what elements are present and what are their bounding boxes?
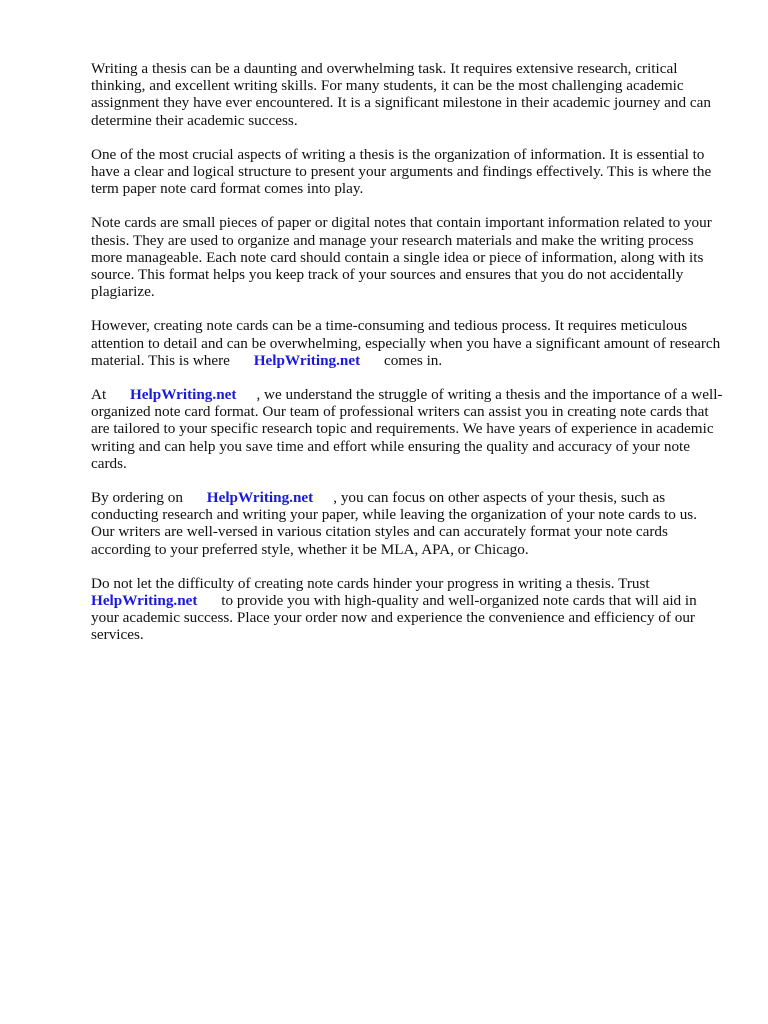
paragraph-organization [91, 146, 723, 198]
paragraph-intro-text: Writing a thesis can be a daunting and overwhelming task. It requires extensive research, critical thinking, and excellent writing skills. For many students, it can be the most challenging academic assignment they have ever encountered. It is a significant milestone in their academic journey and can determine their academic success. [91, 60, 711, 129]
paragraph-note-cards [91, 214, 723, 300]
paragraph-time-consuming-text-after: comes in. [383, 351, 443, 369]
helpwriting-link-1[interactable]: HelpWriting.net [253, 351, 361, 369]
paragraph-time-consuming [91, 317, 723, 369]
paragraph-trust-text-before: Do not let the difficulty of creating note cards hinder your progress in writing a thesis. Trust [91, 574, 650, 592]
paragraph-ordering [91, 489, 723, 558]
paragraph-time-consuming-text-before: However, creating note cards can be a time-consuming and tedious process. It requires meticulous attention to detail and can be overwhelming, especially when you have a significant amount of research material. This is where [91, 317, 721, 369]
helpwriting-link-3[interactable]: HelpWriting.net [206, 489, 314, 507]
paragraph-organization-text: One of the most crucial aspects of writing a thesis is the organization of information. It is essential to have a clear and logical structure to present your arguments and findings effectively. This is where the term paper note card format comes into play. [91, 145, 712, 198]
paragraph-ordering-text-after: , you can focus on other aspects of your thesis, such as conducting research and writing your paper, while leaving the organization of your note cards to us. Our writers are well-versed in various citation styles and can accurately format your note cards according to your preferred style, whether it be MLA, APA, or Chicago. [91, 489, 698, 558]
document-body [91, 60, 723, 661]
paragraph-at-helpwriting-text-before: At [91, 386, 107, 404]
paragraph-at-helpwriting-text-after: , we understand the struggle of writing a thesis and the importance of a well-organized note card format. Our team of professional writers can assist you in creating note cards that are tailored to your specific research topic and requirements. We have years of experience in academic writing and can help you save time and effort while ensuring the quality and accuracy of your note cards. [91, 386, 723, 472]
helpwriting-link-4[interactable]: HelpWriting.net [91, 592, 198, 610]
paragraph-intro [91, 60, 723, 129]
helpwriting-link-2[interactable]: HelpWriting.net [129, 386, 237, 404]
paragraph-note-cards-text: Note cards are small pieces of paper or digital notes that contain important information related to your thesis. They are used to organize and manage your research materials and make the writing process more manageable. Each note card should contain a single idea or piece of information, along with its source. This format helps you keep track of your sources and ensures that you do not accidentally plagiarize. [91, 214, 712, 301]
paragraph-trust [91, 575, 723, 644]
paragraph-at-helpwriting [91, 386, 723, 472]
paragraph-trust-text-after: to provide you with high-quality and well-organized note cards that will aid in your academic success. Place your order now and experience the convenience and efficiency of our services. [91, 592, 697, 644]
paragraph-ordering-text-before: By ordering on [91, 489, 183, 507]
